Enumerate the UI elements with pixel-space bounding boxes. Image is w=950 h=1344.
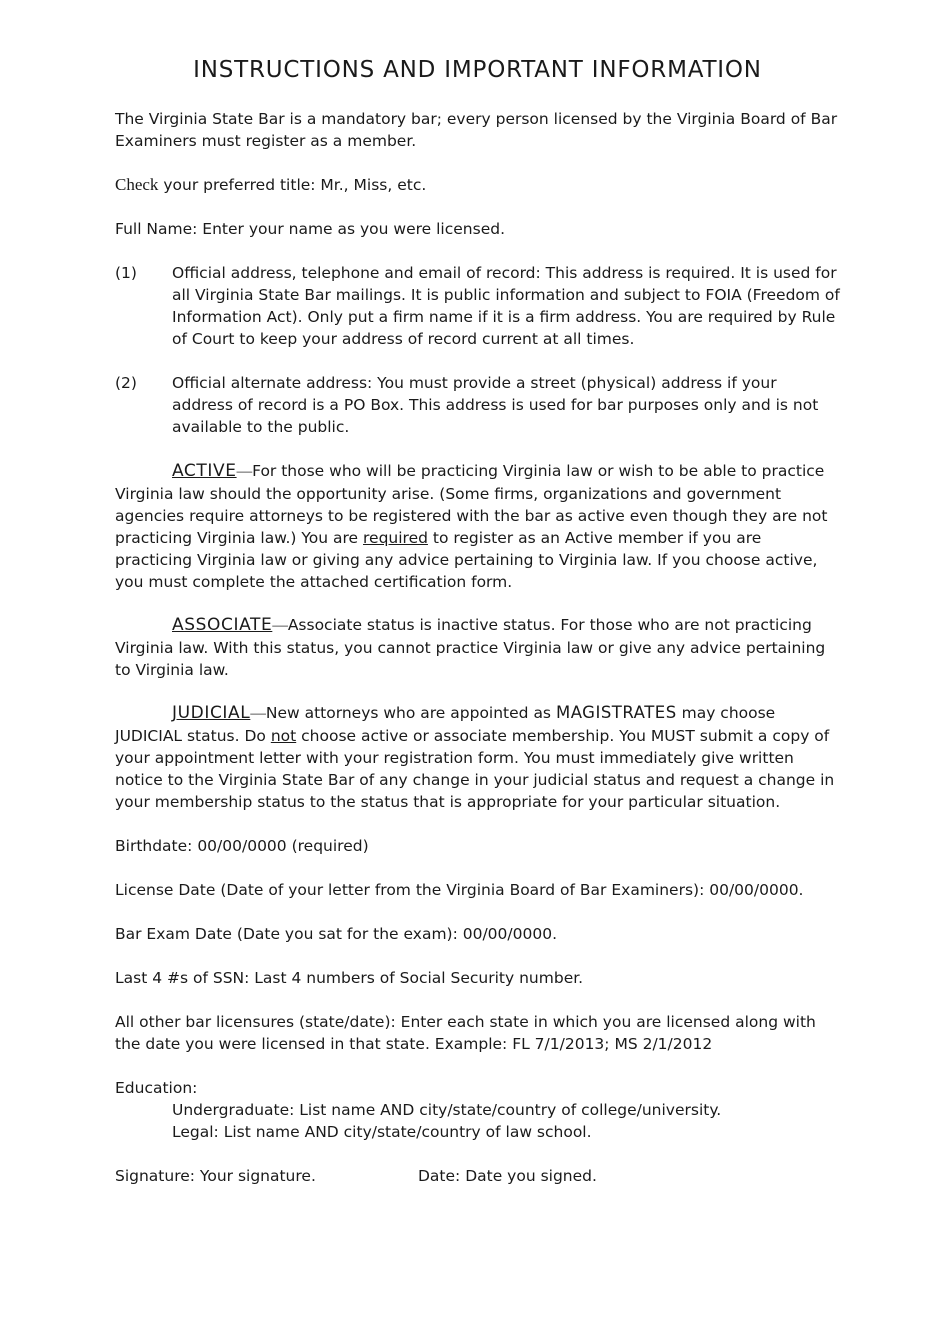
judicial-text-2: may choose JUDICIAL status. Do xyxy=(115,704,776,745)
judicial-text-3: choose active or associate membership. You MUST submit a copy of your appointment letter with your registration form. You must immediately give written notice to the Virginia State Bar of any change in your judicial status and request a change in your membership status to the status that is appropriate for your particular situation. xyxy=(115,727,835,811)
item-1-text: Official address, telephone and email of record: This address is required. It is used for all Virginia State Bar mailings. It is public information and subject to FOIA (Freedom of Information Act). Only put a firm name if it is a firm address. You are required by Rule of Court to keep your address of record current at all times. xyxy=(172,264,840,348)
associate-paragraph xyxy=(115,614,840,681)
page-title: INSTRUCTIONS AND IMPORTANT INFORMATION xyxy=(193,57,762,83)
date-signed-line: Date: Date you signed. xyxy=(418,1167,597,1185)
item-2-text: Official alternate address: You must provide a street (physical) address if your address of record is a PO Box. This address is used for bar purposes only and is not available to the public. xyxy=(172,374,819,436)
active-text-2: to register as an Active member if you are practicing Virginia law or giving any advice pertaining to Virginia law. If you choose active, you must complete the attached certification form. xyxy=(115,529,818,591)
judicial-dash: — xyxy=(250,705,266,722)
active-dash: — xyxy=(236,463,253,480)
active-paragraph xyxy=(115,460,840,593)
full-name-paragraph: Full Name: Enter your name as you were licensed. xyxy=(115,220,505,238)
education-label: Education: xyxy=(115,1079,198,1097)
license-date-paragraph: License Date (Date of your letter from the Virginia Board of Bar Examiners): 00/00/0000. xyxy=(115,881,804,899)
associate-text: Associate status is inactive status. For those who are not practicing Virginia law. With this status, you cannot practice Virginia law or give any advice pertaining to Virginia law. xyxy=(115,616,826,679)
education-legal: Legal: List name AND city/state/country of law school. xyxy=(172,1123,592,1141)
judicial-paragraph xyxy=(115,702,840,813)
bar-exam-date-paragraph: Bar Exam Date (Date you sat for the exam): 00/00/0000. xyxy=(115,925,557,943)
item-1-number: (1) xyxy=(115,264,137,282)
associate-term: ASSOCIATE xyxy=(172,615,273,635)
ssn-paragraph: Last 4 #s of SSN: Last 4 numbers of Social Security number. xyxy=(115,969,584,987)
signature-line: Signature: Your signature. xyxy=(115,1167,316,1185)
active-text-1: For those who will be practicing Virginia law or wish to be able to practice Virginia law should the opportunity arise. (Some firms, organizations and government agencies require attorneys to be registered with the bar as active even though they are not practicing Virginia law.) You are xyxy=(115,462,828,547)
active-term: ACTIVE xyxy=(172,461,237,481)
education-undergraduate: Undergraduate: List name AND city/state/country of college/university. xyxy=(172,1101,722,1119)
title-pref-lead: Check xyxy=(115,175,159,194)
magistrates-term: MAGISTRATES xyxy=(555,703,677,722)
item-2-number: (2) xyxy=(115,374,137,392)
title-pref-rest: your preferred title: Mr., Miss, etc. xyxy=(158,176,427,194)
judicial-not-emphasis: not xyxy=(270,727,297,745)
judicial-text-1: New attorneys who are appointed as xyxy=(265,704,556,722)
intro-paragraph: The Virginia State Bar is a mandatory bar; every person licensed by the Virginia Board of Bar Examiners must register as a member. xyxy=(115,110,838,150)
birthdate-paragraph: Birthdate: 00/00/0000 (required) xyxy=(115,837,369,855)
associate-dash: — xyxy=(272,617,288,634)
active-required-emphasis: required xyxy=(363,529,428,547)
other-licensures-paragraph: All other bar licensures (state/date): Enter each state in which you are licensed along with the date you were licensed in that state. Example: FL 7/1/2013; MS 2/1/2012 xyxy=(115,1013,816,1053)
judicial-term: JUDICIAL xyxy=(172,703,251,723)
title-preference-paragraph xyxy=(115,174,840,196)
